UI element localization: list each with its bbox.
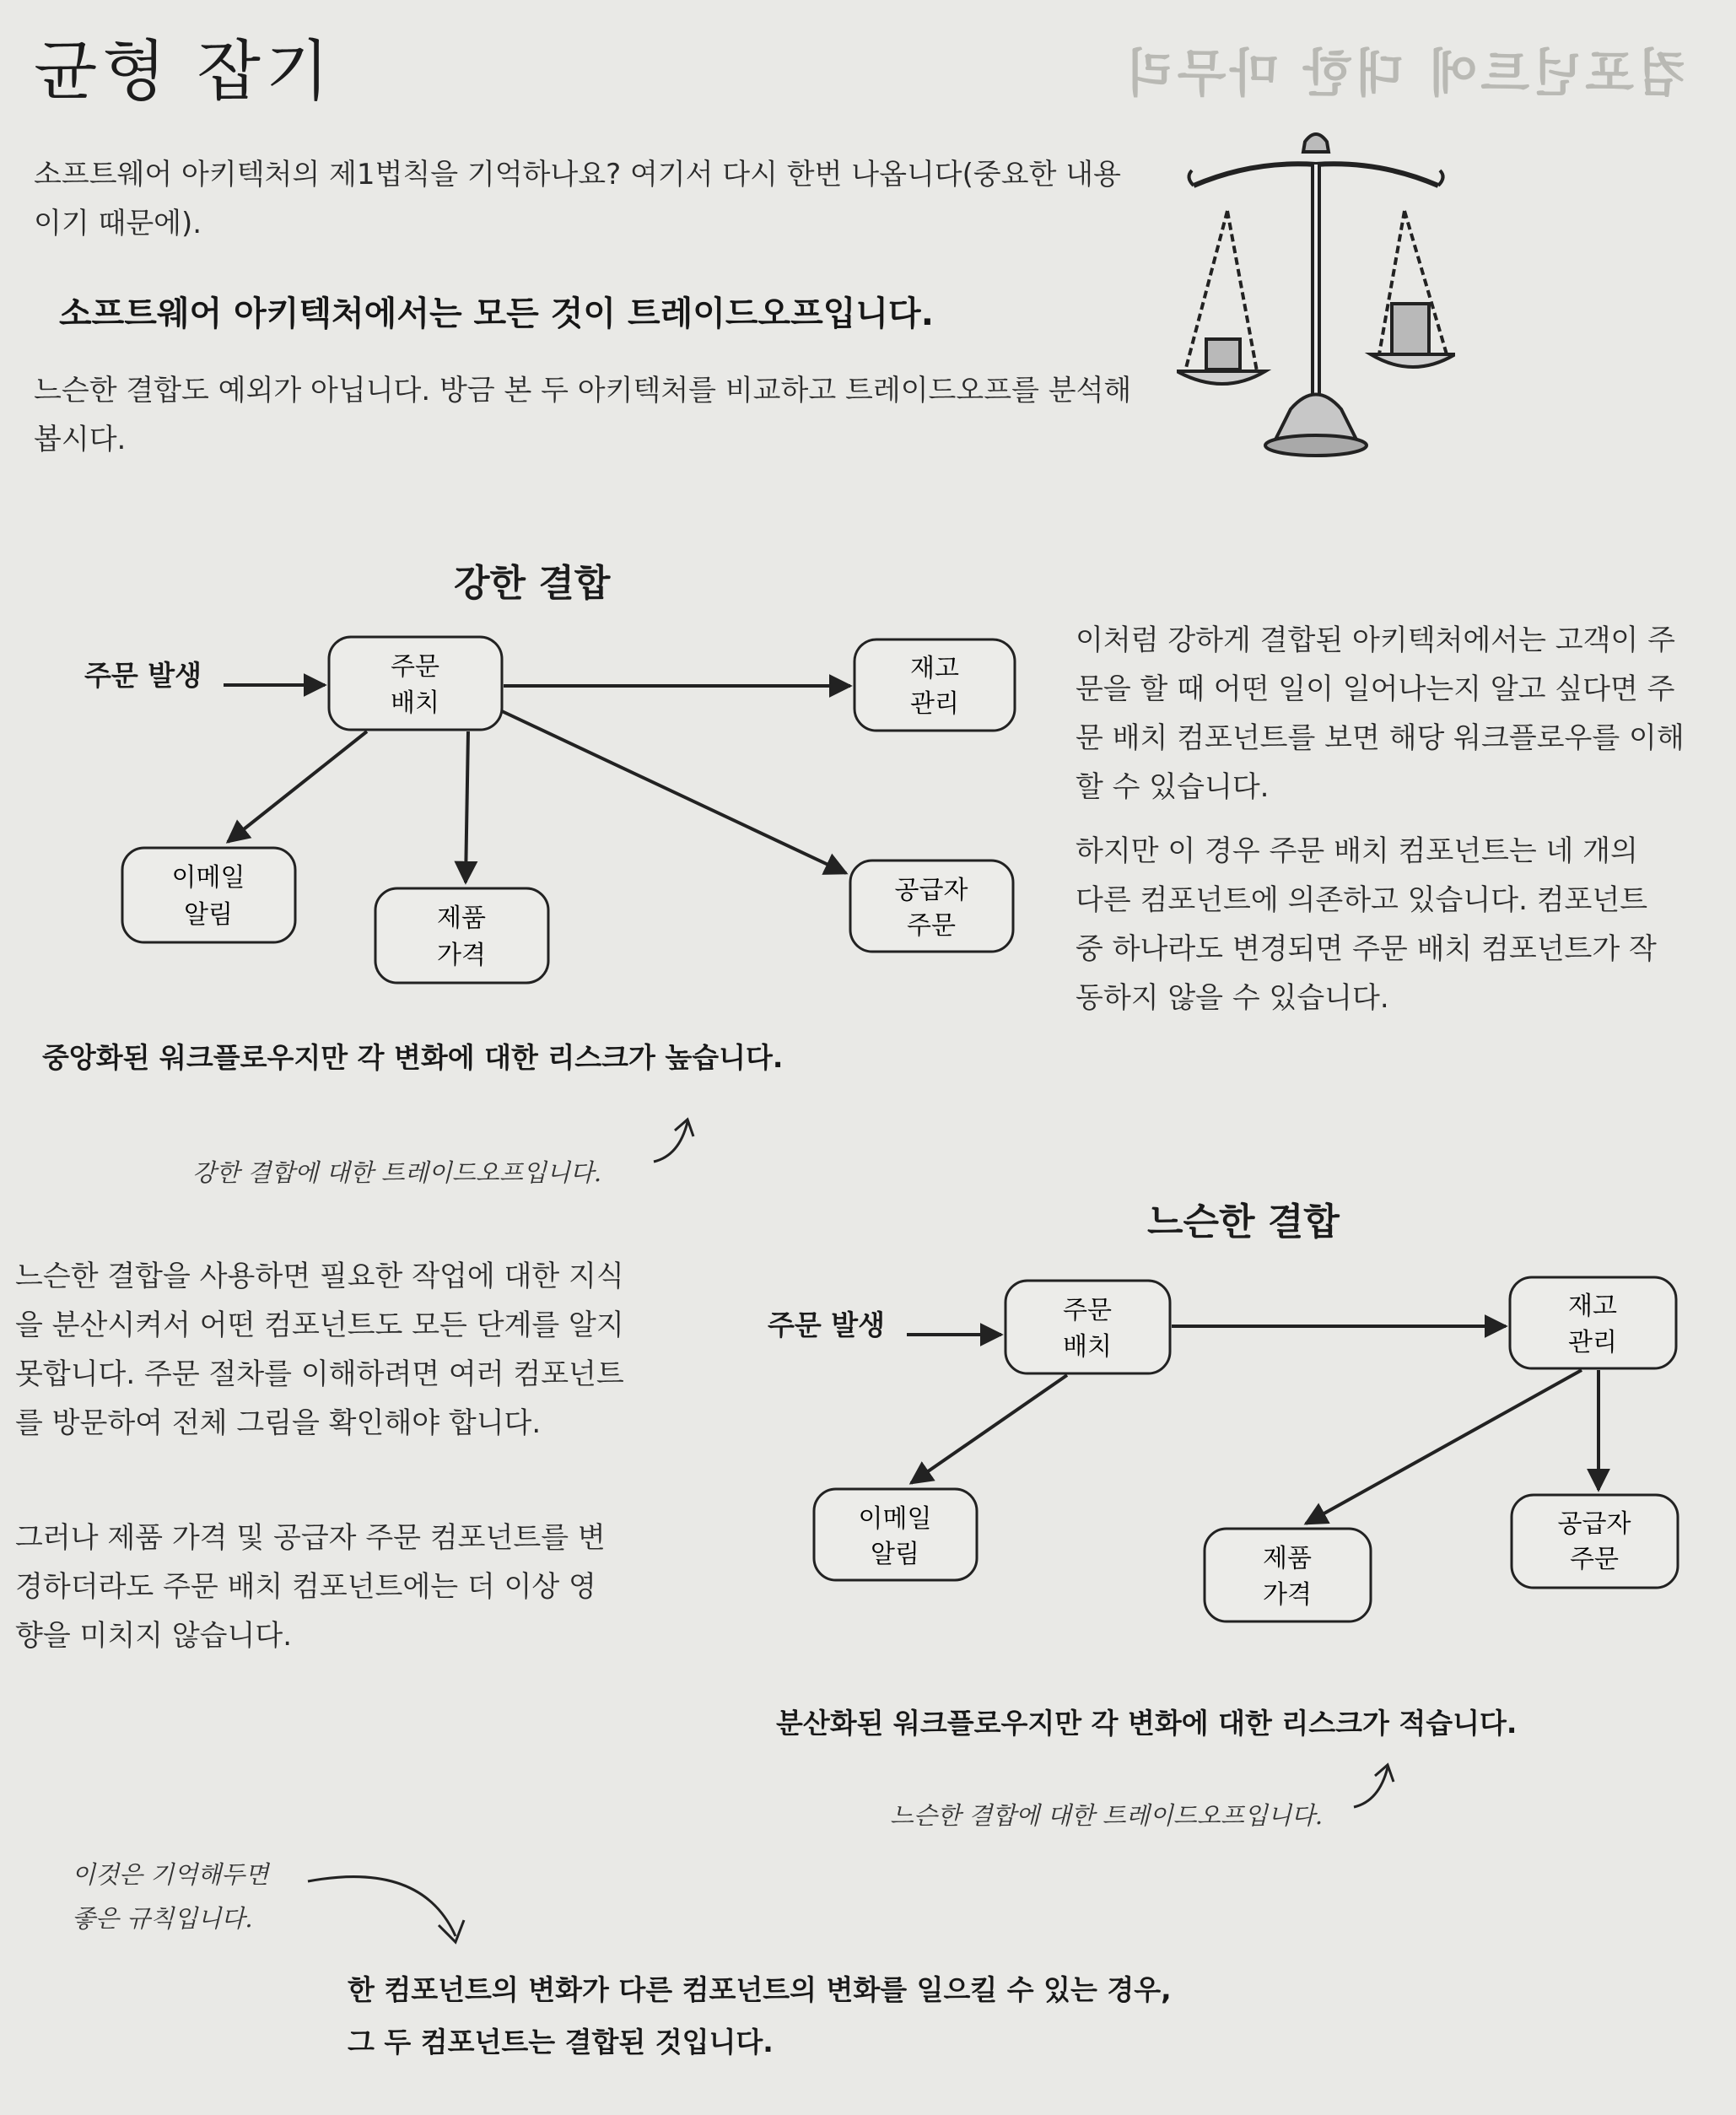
curved-arrow-icon: [1350, 1755, 1417, 1814]
intro-paragraph-2: 느슨한 결합도 예외가 아닙니다. 방금 본 두 아키텍처를 비교하고 트레이드오프를 분석해봅시다.: [34, 374, 1132, 456]
loose-caption: 분산화된 워크플로우지만 각 변화에 대한 리스크가 적습니다.: [776, 1707, 1518, 1740]
loose-diagram-title: 느슨한 결합: [1147, 1200, 1340, 1244]
loose-coupling-diagram: [742, 1265, 1712, 1628]
loose-node-price: [1205, 1529, 1371, 1621]
tight-node-inventory-line1: 재고: [910, 654, 959, 683]
tight-node-supplier-line1: 공급자: [894, 876, 968, 905]
balance-scale-icon: [1177, 127, 1455, 460]
bleed-through-heading: 컴포넌트에 대한 마무리: [1122, 45, 1687, 104]
tight-edge-order-supplier: [502, 711, 846, 873]
tight-edge-order-email: [228, 731, 367, 842]
tight-diagram-title: 강한 결합: [454, 562, 611, 605]
loose-node-email-line1: 이메일: [858, 1504, 932, 1534]
tight-trigger-label: 주문 발생: [84, 659, 202, 692]
footer-note-line1: 이것은 기억해두면: [72, 1860, 269, 1889]
curved-arrow-down-icon: [304, 1864, 481, 1957]
loose-node-price-line1: 제품: [1263, 1544, 1312, 1573]
loose-edge-order-email: [911, 1375, 1067, 1483]
loose-node-order-line2: 배치: [1063, 1332, 1112, 1362]
loose-node-email: [814, 1489, 977, 1580]
page-title: 균형 잡기: [34, 34, 335, 110]
loose-node-email-line2: 알림: [871, 1540, 919, 1569]
tight-node-order-line2: 배치: [391, 688, 439, 718]
loose-node-price-line2: 가격: [1263, 1580, 1312, 1610]
coupling-rule: [348, 1964, 1172, 2069]
tight-node-supplier-line2: 주문: [907, 911, 956, 941]
tight-node-order: [329, 637, 502, 730]
tight-node-email-line1: 이메일: [171, 863, 245, 893]
tight-node-price-line1: 제품: [437, 904, 486, 933]
tight-node-price: [375, 888, 548, 983]
tight-coupling-diagram: [67, 624, 1038, 995]
loose-node-supplier: [1512, 1495, 1678, 1588]
coupling-rule-line2: 그 두 컴포넌트는 결합된 것입니다.: [348, 2026, 774, 2058]
tight-node-email-line2: 알림: [184, 900, 233, 930]
law-callout: 소프트웨어 아키텍처에서는 모든 것이 트레이드오프입니다.: [59, 294, 934, 333]
footer-note: [72, 1853, 268, 1940]
tight-node-email: [122, 848, 295, 942]
tight-node-inventory: [855, 639, 1015, 731]
tight-edge-order-price: [466, 731, 468, 882]
tight-node-supplier: [850, 861, 1013, 952]
coupling-rule-line1: 한 컴포넌트의 변화가 다른 컴포넌트의 변화를 일으킬 수 있는 경우,: [348, 1973, 1172, 2006]
tight-node-price-line2: 가격: [437, 941, 486, 970]
footer-note-line2: 좋은 규칙입니다.: [72, 1904, 253, 1933]
loose-description-2: 그러나 제품 가격 및 공급자 주문 컴포넌트를 변경하더라도 주문 배치 컴포넌트에는 더 이상 영향을 미치지 않습니다.: [15, 1521, 606, 1653]
loose-node-order-line1: 주문: [1063, 1296, 1112, 1325]
loose-node-inventory: [1510, 1277, 1676, 1368]
tight-description-2: 하지만 이 경우 주문 배치 컴포넌트는 네 개의 다른 컴포넌트에 의존하고 있습니다. 컴포넌트 중 하나라도 변경되면 주문 배치 컴포넌트가 작동하지 않을 수 있습니다.: [1076, 834, 1657, 1015]
loose-node-supplier-line1: 공급자: [1557, 1509, 1631, 1539]
loose-description-1: 느슨한 결합을 사용하면 필요한 작업에 대한 지식을 분산시켜서 어떤 컴포넌트도 모든 단계를 알지 못합니다. 주문 절차를 이해하려면 여러 컴포넌트를 방문하여 전체 그림을 확인해야 합니다.: [15, 1260, 624, 1440]
tight-node-inventory-line2: 관리: [910, 689, 959, 719]
loose-node-order: [1005, 1281, 1170, 1373]
tight-node-order-line1: 주문: [391, 652, 439, 682]
loose-trigger-label: 주문 발생: [768, 1308, 886, 1341]
tight-note: 강한 결합에 대한 트레이드오프입니다.: [192, 1158, 602, 1187]
loose-node-inventory-line2: 관리: [1568, 1328, 1617, 1357]
loose-node-inventory-line1: 재고: [1568, 1292, 1617, 1321]
loose-node-supplier-line2: 주문: [1570, 1545, 1619, 1574]
tight-description-1: 이처럼 강하게 결합된 아키텍처에서는 고객이 주문을 할 때 어떤 일이 일어나는지 알고 싶다면 주문 배치 컴포넌트를 보면 해당 워크플로우를 이해할 수 있습니다.: [1076, 623, 1685, 804]
tight-caption: 중앙화된 워크플로우지만 각 변화에 대한 리스크가 높습니다.: [42, 1041, 784, 1074]
loose-note: 느슨한 결합에 대한 트레이드오프입니다.: [890, 1801, 1324, 1830]
curved-arrow-icon: [650, 1109, 717, 1168]
intro-paragraph: 소프트웨어 아키텍처의 제1법칙을 기억하나요? 여기서 다시 한번 나옵니다(중요한 내용이기 때문에).: [34, 158, 1121, 240]
